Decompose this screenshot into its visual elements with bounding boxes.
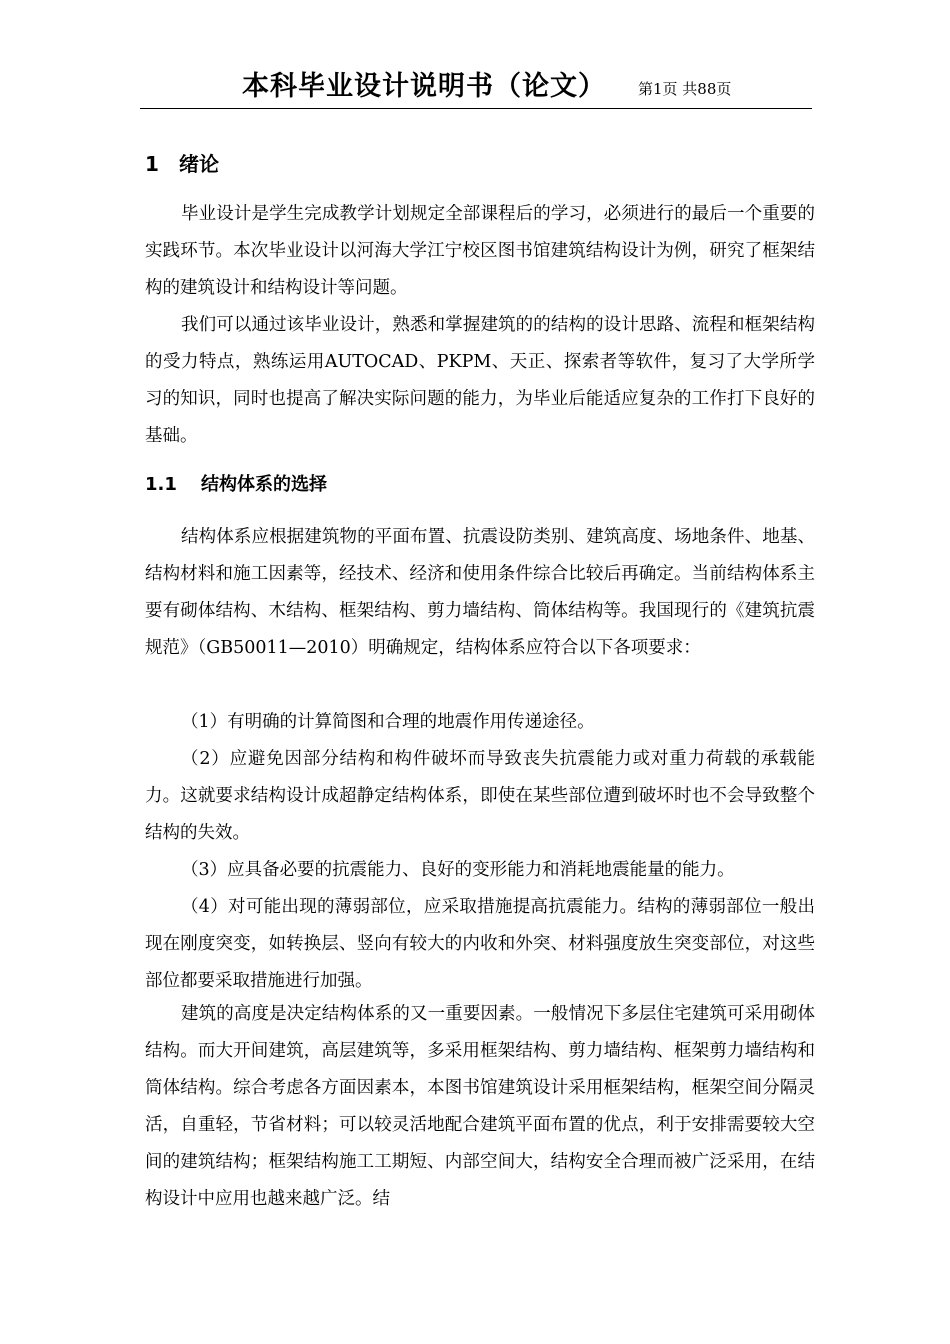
subsection-heading bbox=[145, 472, 327, 498]
section-heading bbox=[145, 150, 219, 178]
paragraph: 毕业设计是学生完成教学计划规定全部课程后的学习，必须进行的最后一个重要的实践环节。本次毕业设计以河海大学江宁校区图书馆建筑结构设计为例，研究了框架结构的建筑设计和结构设计等问题。 bbox=[145, 204, 815, 298]
requirement-item: （1）有明确的计算简图和合理的地震作用传递途径。 bbox=[181, 712, 595, 732]
subsection-title: 结构体系的选择 bbox=[201, 474, 327, 495]
requirement-item: （3）应具备必要的抗震能力、良好的变形能力和消耗地震能量的能力。 bbox=[181, 860, 735, 880]
page-number: 第1页 共88页 bbox=[638, 80, 732, 98]
section-title: 绪论 bbox=[179, 152, 219, 176]
page-header bbox=[140, 70, 812, 109]
subsection-number: 1.1 bbox=[145, 474, 177, 495]
header-title: 本科毕业设计说明书（论文） bbox=[242, 71, 606, 102]
paragraph: 结构体系应根据建筑物的平面布置、抗震设防类别、建筑高度、场地条件、地基、结构材料和施工因素等，经技术、经济和使用条件综合比较后再确定。当前结构体系主要有砌体结构、木结构、框架结构、剪力墙结构、筒体结构等。我国现行的《建筑抗震规范》（GB50011—2010）明确规定，结构体系应符合以下各项要求： bbox=[145, 527, 815, 658]
section-number: 1 bbox=[145, 152, 159, 176]
paragraph: 我们可以通过该毕业设计，熟悉和掌握建筑的的结构的设计思路、流程和框架结构的受力特点，熟练运用AUTOCAD、PKPM、天正、探索者等软件，复习了大学所学习的知识，同时也提高了解决实际问题的能力，为毕业后能适应复杂的工作打下良好的基础。 bbox=[145, 315, 815, 446]
paragraph: 建筑的高度是决定结构体系的又一重要因素。一般情况下多层住宅建筑可采用砌体结构。而大开间建筑，高层建筑等，多采用框架结构、剪力墙结构、框架剪力墙结构和筒体结构。综合考虑各方面因素本，本图书馆建筑设计采用框架结构，框架空间分隔灵活，自重轻，节省材料；可以较灵活地配合建筑平面布置的优点，利于安排需要较大空间的建筑结构；框架结构施工工期短、内部空间大，结构安全合理而被广泛采用，在结构设计中应用也越来越广泛。结 bbox=[145, 1004, 815, 1209]
requirement-item: （2）应避免因部分结构和构件破坏而导致丧失抗震能力或对重力荷载的承载能力。这就要求结构设计成超静定结构体系，即使在某些部位遭到破坏时也不会导致整个结构的失效。 bbox=[145, 749, 815, 843]
requirement-item: （4）对可能出现的薄弱部位，应采取措施提高抗震能力。结构的薄弱部位一般出现在刚度突变，如转换层、竖向有较大的内收和外突、材料强度放生突变部位，对这些部位都要采取措施进行加强。 bbox=[145, 897, 815, 991]
